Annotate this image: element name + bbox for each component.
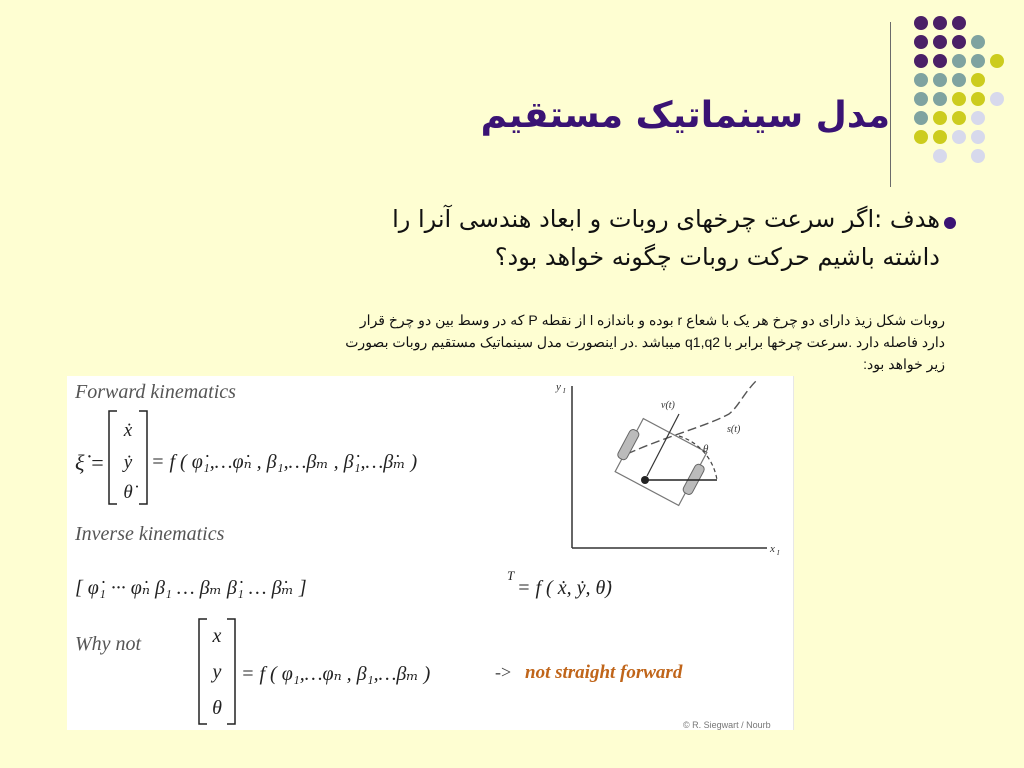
- dot: [933, 16, 947, 30]
- not-straight-forward-text: not straight forward: [525, 662, 683, 683]
- dot: [933, 54, 947, 68]
- title-divider: [890, 22, 891, 187]
- x-axis-label: x: [770, 543, 775, 555]
- dot: [971, 111, 985, 125]
- dot: [952, 111, 966, 125]
- copyright-text: © R. Siegwart / Nourb: [683, 720, 771, 730]
- arrow-text: ->: [495, 662, 512, 682]
- bullet-line: داشته باشیم حرکت روبات چگونه خواهد بود؟: [494, 243, 940, 271]
- y-axis-sub: I: [563, 387, 566, 395]
- dot: [914, 92, 928, 106]
- dot: [952, 54, 966, 68]
- dot: [971, 73, 985, 87]
- dot: [933, 73, 947, 87]
- dot: [952, 16, 966, 30]
- dot: [914, 35, 928, 49]
- slide-title: مدل سینماتیک مستقیم: [480, 95, 890, 136]
- why-not-rhs: = f ( φ₁,…φₙ , β₁,…βₘ ): [241, 663, 431, 685]
- transpose-mark: T: [507, 568, 515, 583]
- xi-dot-symbol: ξ̇ =: [75, 450, 105, 475]
- vector-entry: x: [212, 625, 222, 647]
- dot: [933, 149, 947, 163]
- dot: [952, 130, 966, 144]
- dot: [952, 73, 966, 87]
- dot: [971, 92, 985, 106]
- paragraph-line: زیر خواهد بود:: [863, 356, 945, 372]
- x-axis-sub: I: [777, 549, 780, 557]
- vector-entry: θ: [212, 697, 222, 719]
- trajectory-label: s(t): [727, 424, 741, 435]
- kinematics-figure: [67, 376, 794, 730]
- dot: [914, 130, 928, 144]
- why-not-label: Why not: [75, 633, 142, 655]
- robot-body: [610, 416, 712, 508]
- vector-entry: ẋ: [123, 420, 133, 441]
- description-paragraph: [125, 309, 945, 375]
- vector-entry: ẏ: [123, 452, 133, 473]
- dot: [990, 92, 1004, 106]
- dot: [971, 130, 985, 144]
- forward-kinematics-label: Forward kinematics: [75, 381, 236, 403]
- dot: [952, 35, 966, 49]
- paragraph-line: روبات شکل زیذ دارای دو چرخ هر یک با شعاع r بوده و باندازه l از نقطه P که در وسط بین دو چرخ قرار: [359, 312, 945, 328]
- trajectory-path: [627, 380, 757, 454]
- bullet-line: هدف :اگر سرعت چرخهای روبات و ابعاد هندسی آنرا را: [392, 205, 940, 233]
- inverse-row: [ φ̇₁ ··· φ̇ₙ β₁ … βₘ β̇₁ … β̇ₘ ]: [75, 577, 307, 599]
- dot: [952, 92, 966, 106]
- paragraph-line: دارد فاصله دارد .سرعت چرخها برابر با q1,q2 میباشد .در اینصورت مدل سینماتیک مستقیم روبات بصورت: [345, 334, 945, 350]
- inverse-rhs: = f ( ẋ, ẏ, θ̇): [517, 577, 612, 599]
- y-axis-label: y: [556, 381, 561, 393]
- dot: [971, 149, 985, 163]
- dot: [914, 54, 928, 68]
- dot: [933, 92, 947, 106]
- dot: [914, 111, 928, 125]
- theta-label: θ: [703, 443, 709, 455]
- dot: [971, 54, 985, 68]
- dot: [990, 54, 1004, 68]
- dot: [914, 16, 928, 30]
- vector-entry: θ̇: [123, 482, 133, 503]
- dot: [933, 111, 947, 125]
- bullet-icon: [944, 217, 956, 229]
- kinematics-svg: [67, 376, 793, 730]
- dot: [933, 35, 947, 49]
- dot: [914, 73, 928, 87]
- dot: [933, 130, 947, 144]
- dot: [971, 35, 985, 49]
- vector-entry: y: [212, 661, 222, 683]
- bullet-text: [110, 200, 940, 276]
- velocity-label: v(t): [661, 400, 675, 411]
- inverse-kinematics-label: Inverse kinematics: [75, 523, 225, 545]
- robot-diagram: [555, 380, 780, 557]
- forward-rhs: = f ( φ̇₁,…φ̇ₙ , β₁,…βₘ , β̇₁,…β̇ₘ ): [151, 451, 418, 473]
- decorative-dot-grid: [0, 0, 1024, 180]
